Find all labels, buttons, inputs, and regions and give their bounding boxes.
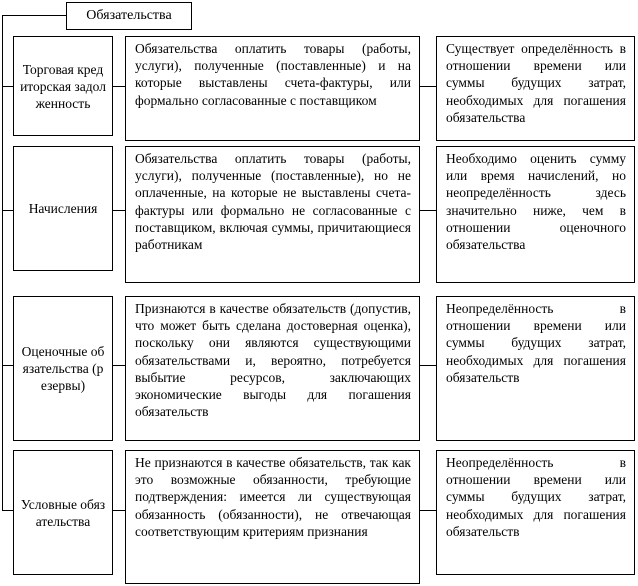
uncertainty-box-provisions [436, 296, 635, 441]
diagram-title: Обязательства [86, 8, 172, 23]
category-label: Торговая кредиторская задолженность [20, 61, 106, 111]
row2-link-b [420, 210, 436, 211]
row4-link-a [113, 510, 125, 511]
category-box-provisions [13, 296, 113, 441]
row3-link-b [420, 365, 436, 366]
branch-line-1 [2, 86, 13, 87]
row3-link-a [113, 365, 125, 366]
definition-box-provisions [125, 296, 420, 441]
row2-link-a [113, 210, 125, 211]
row1-link-b [420, 86, 436, 87]
uncertainty-text: Существует определённость в отношении времени или суммы будущих затрат, необходимых для погашения обязательства [446, 41, 626, 125]
definition-box-trade-payables [125, 36, 420, 141]
diagram-title-box [66, 2, 192, 30]
definition-box-accruals [125, 146, 420, 283]
trunk-line [2, 15, 3, 511]
row4-link-b [420, 510, 436, 511]
category-box-accruals [13, 146, 113, 271]
branch-line-2 [2, 210, 13, 211]
category-label: Оценочные обязательства (резервы) [21, 344, 105, 393]
category-label: Условные обязательства [20, 496, 106, 529]
category-box-contingent [13, 450, 113, 575]
branch-line-4 [2, 510, 13, 511]
definition-text: Не признаются в качестве обязательств, так как это возможные обязанности, требующие подтверждения: имеется ли существующая обязанность (обязанности), не отвечающая соответствующим критериям признания [135, 455, 411, 539]
category-box-trade-payables [13, 36, 113, 136]
uncertainty-box-accruals [436, 146, 635, 283]
branch-line-3 [2, 365, 13, 366]
definition-box-contingent [125, 450, 420, 584]
definition-text: Обязательства оплатить товары (работы, услуги), полученные (поставленные), но не оплаченные, на которые не выставлены счета-фактуры или формально не согласованные с поставщиком, включая суммы, причитающиеся работникам [135, 151, 411, 253]
row1-link-a [113, 86, 125, 87]
uncertainty-text: Неопределённость в отношении времени или суммы будущих затрат, необходимых для погашения обязательств [446, 455, 626, 539]
uncertainty-text: Неопределённость в отношении времени или суммы будущих затрат, необходимых для погашения обязательств [446, 301, 626, 385]
definition-text: Признаются в качестве обязательств (допустив, что может быть сделана достоверная оценка), поскольку они являются существующими обязательствами и, вероятно, потребуется выбытие ресурсов, заключающих экономические выгоды для погашения обязательств [135, 301, 411, 420]
uncertainty-box-trade-payables [436, 36, 635, 141]
definition-text: Обязательства оплатить товары (работы, услуги), полученные (поставленные) и на которые выставлены счета-фактуры, или формально согласованные с поставщиком [135, 41, 411, 108]
uncertainty-box-contingent [436, 450, 635, 575]
title-connector [2, 15, 66, 16]
uncertainty-text: Необходимо оценить сумму или время начислений, но неопределённость здесь значительно ниже, чем в отношении оценочного обязательства [446, 151, 626, 253]
category-label: Начисления [28, 201, 98, 216]
